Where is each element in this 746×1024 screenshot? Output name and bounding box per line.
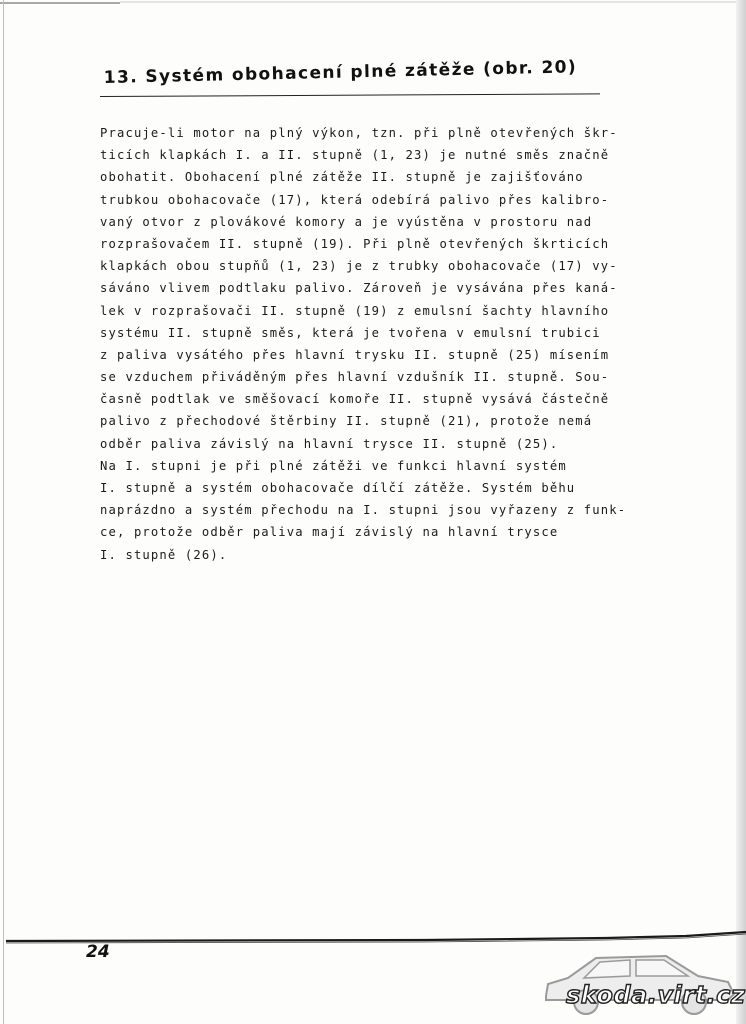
text-line: naprázdno a systém přechodu na I. stupni jsou vyřazeny z funk- [100,503,627,518]
text-line: se vzduchem přiváděným přes hlavní vzdušník II. stupně. Sou- [100,370,610,385]
text-line: Pracuje-li motor na plný výkon, tzn. při plně otevřených škr- [100,126,618,140]
text-line: odběr paliva závislý na hlavní trysce II. stupně (25). [100,436,559,451]
text-line: ce, protože odběr paliva mají závislý na hlavní trysce [100,525,559,540]
text-line: systému II. stupně směs, která je tvořena v emulsní trubici [100,325,601,340]
text-line: I. stupně a systém obohacovače dílčí zátěže. Systém běhu [100,481,576,495]
heading-underline [100,93,600,97]
text-line: lek v rozprašovači II. stupně (19) z emulsní šachty hlavního [100,303,610,318]
text-line: vaný otvor z plovákové komory a je vyústěna v prostoru nad [100,214,593,229]
text-line: ticích klapkách I. a II. stupně (1, 23) je nutné směs značně [100,148,610,163]
text-line: časně podtlak ve směšovací komoře II. stupně vysává částečně [100,392,610,407]
section-heading: 13. Systém obohacení plné zátěže (obr. 20) [103,57,578,88]
text-line: sáváno vlivem podtlaku palivo. Zároveň je vysávána přes kaná- [100,281,618,296]
text-line: rozprašovačem II. stupně (19). Při plně otevřených škrticích [100,236,610,251]
body-paragraph [100,122,720,566]
top-scan-edge [0,0,746,6]
text-line: trubkou obohacovače (17), která odebírá palivo přes kalibro- [100,192,610,207]
right-page-edge [736,0,746,1024]
text-line: klapkách obou stupňů (1, 23) je z trubky obohacovače (17) vy- [100,259,618,274]
watermark-text: skoda.virt.cz [566,981,746,1009]
text-line: obohatit. Obohacení plné zátěže II. stupně je zajišťováno [100,170,584,185]
text-line: Na I. stupni je při plné zátěži ve funkci hlavní systém [100,458,567,473]
text-line: palivo z přechodové štěrbiny II. stupně (21), protože nemá [100,414,593,429]
page-number: 24 [86,942,110,962]
text-line: I. stupně (26). [100,547,228,562]
text-line: z paliva vysátého přes hlavní trysku II. stupně (25) mísením [100,347,610,362]
footer-rule [6,930,746,944]
left-scan-edge [3,0,4,1024]
